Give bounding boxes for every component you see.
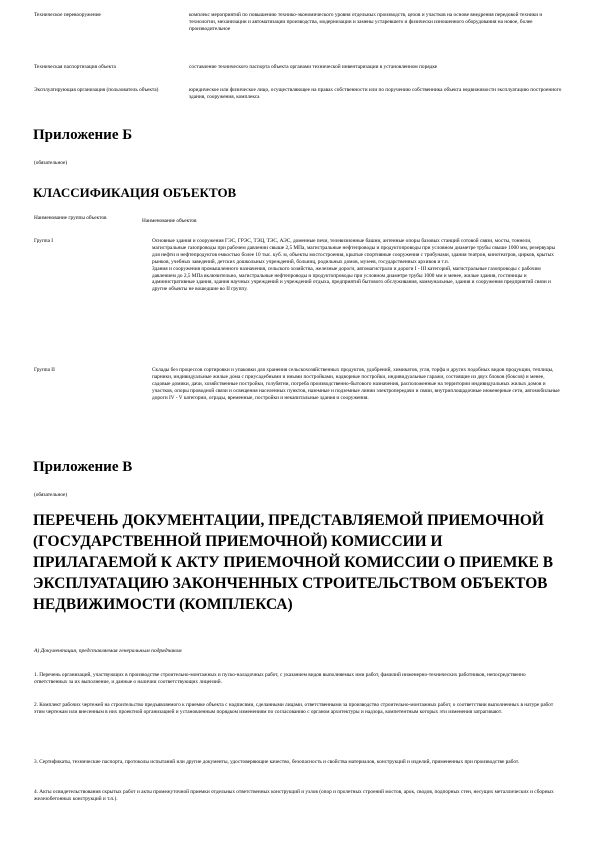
appendix-v-note: (обязательное) xyxy=(34,492,68,498)
list-item: 4. Акты освидетельствования скрытых работ и акты промежуточной приемки отдельных ответственных конструкций и узлов (опор и пролетных строений мостов, арок, сводов, подпорных стен, несущих металлических и сборных железобетонных конструкций и т.п.). xyxy=(34,789,554,802)
group-name: Группа II xyxy=(34,367,55,373)
appendix-v-title: ПЕРЕЧЕНЬ ДОКУМЕНТАЦИИ, ПРЕДСТАВЛЯЕМОЙ ПРИЕМОЧНОЙ (ГОСУДАРСТВЕННОЙ ПРИЕМОЧНОЙ) КОМИССИИ И ПРИЛАГАЕМОЙ К АКТУ ПРИЕМОЧНОЙ КОМИССИИ О ПРИЕМКЕ В ЭКСПЛУАТАЦИЮ ЗАКОНЧЕННЫХ СТРОИТЕЛЬСТВОМ ОБЪЕКТОВ НЕДВИЖИМОСТИ (КОМПЛЕКСА) xyxy=(33,512,553,613)
table-row xyxy=(34,238,564,293)
list-item: 2. Комплект рабочих чертежей на строительство предъявляемого к приемке объекта с надписями, сделанными лицами, ответственными за производство строительно-монтажных работ, о соответствии выполненных в натуре работ этим чертежам или внесенным в них проектной организацией и установленным порядком изменениям по согласованию с органом архитектуры и надзора, компетентным которых эти изменения затрагивают. xyxy=(34,702,554,715)
appendix-b-title: КЛАССИФИКАЦИЯ ОБЪЕКТОВ xyxy=(33,185,237,200)
table-row xyxy=(34,12,564,33)
appendix-v-heading: Приложение В xyxy=(33,459,133,475)
appendix-v-subtitle: А) Документация, представляемая генеральным подрядчиком xyxy=(34,648,182,654)
header-objects: Наименование объектов xyxy=(142,218,197,224)
table-row xyxy=(34,367,564,402)
definition-cell: комплекс мероприятий по повышению технико-экономического уровня отдельных производств, цехов и участков на основе внедрения передовой техники и технологии, механизации и автоматизации производства, модернизации и замены устаревшего и физически изношенного оборудования на новое, более производительное xyxy=(189,12,543,32)
term-cell: Эксплуатирующая организация (пользователь объекта) xyxy=(34,87,159,93)
list-item: 1. Перечень организаций, участвующих в производстве строительно-монтажных и пуско-наладочных работ, с указанием видов выполняемых ими работ, фамилий инженерно-технических работников, непосредственно ответственных за их выполнение, и данные о наличии соответствующих лицензий. xyxy=(34,672,526,685)
term-cell: Техническая паспортизация объекта xyxy=(34,64,116,70)
group-objects: Склады без процессов сортировки и упаковки для хранения сельскохозяйственных продуктов, удобрений, химикатов, угля, торфа и других подобных видов продукции, теплицы, парники, индивидуальные жилые дома с приусадебными и иными постройками, надворные постройки, индивидуальные гаражи, состоящие из двух блоков (боксов) и менее, садовые домики, дачи, хозяйственные постройки, голубятни, погреба производственно-бытового назначения, расположенные на территории индивидуальных жилых домов и участков, опоры проводной связи и освещения населенных пунктов, наземные и подземные линии электропередачи и связи, внутриплощадочные инженерные сети, автомобильные дороги IV - V категории, ограды, временные, постройки и некапитальные здания и сооружения. xyxy=(152,367,560,401)
header-group-name: Наименование группы объектов xyxy=(34,215,107,221)
appendix-b-heading: Приложение Б xyxy=(33,127,133,143)
appendix-b-note: (обязательное) xyxy=(34,160,68,166)
term-cell: Техническое перевооружение xyxy=(34,12,101,18)
table-row xyxy=(34,64,564,71)
group-name: Группа I xyxy=(34,238,54,244)
definition-cell: юридическое или физическое лицо, осуществляющее на правах собственности или по поручению собственника объекта недвижимости эксплуатацию построенного здания, сооружения, комплекса xyxy=(189,87,562,100)
list-item: 3. Сертификаты, технические паспорта, протоколы испытаний или другие документы, удостоверяющие качество, безопасность и свойства материалов, конструкций и изделий, примененных при производстве работ. xyxy=(34,759,520,765)
table-row xyxy=(34,87,564,101)
table-header xyxy=(34,215,564,225)
definition-cell: составление технического паспорта объекта органами технической инвентаризации в установленном порядке xyxy=(189,64,438,70)
group-objects: Основные здания и сооружения ГЭС, ГРЭС, ТЭЦ, ТЭС, АЭС, доменные печи, телевизионные башни, антенные опоры базовых станций сотовой связи, мосты, тоннели, магистральные газопроводы при рабочем давлении свыше 2,5 МПа, магистральные нефтепроводы и продуктопроводы при условном диаметре трубы свыше 1000 мм, резервуары для нефти и нефтепродуктов емкостью более 10 тыс. куб. м, объекты мостостроения, крытые спортивные сооружения с трибунами, здания театров, кинотеатров, цирков, крытых рынков, учебных заведений, детских дошкольных учреждений, больниц, родильных домов, музеев, государственных архивов и т.п. Здания и сооружения промышленного назначения, сельского хозяйства, железные дороги, автомагистрали и дороги I - III категорий, магистральные газопроводы с рабочим давлением до 2,5 МПа включительно, магистральные нефтепроводы и продуктопроводы при условном диаметре трубы 1000 мм и менее, жилые здания, гостиницы и административные здания, здания научных учреждений и учреждений отдыха, предприятий бытового обслуживания, коммунальные, здания и сооружения предприятий связи и другие объекты не вошедшие во II группу. xyxy=(152,238,556,293)
